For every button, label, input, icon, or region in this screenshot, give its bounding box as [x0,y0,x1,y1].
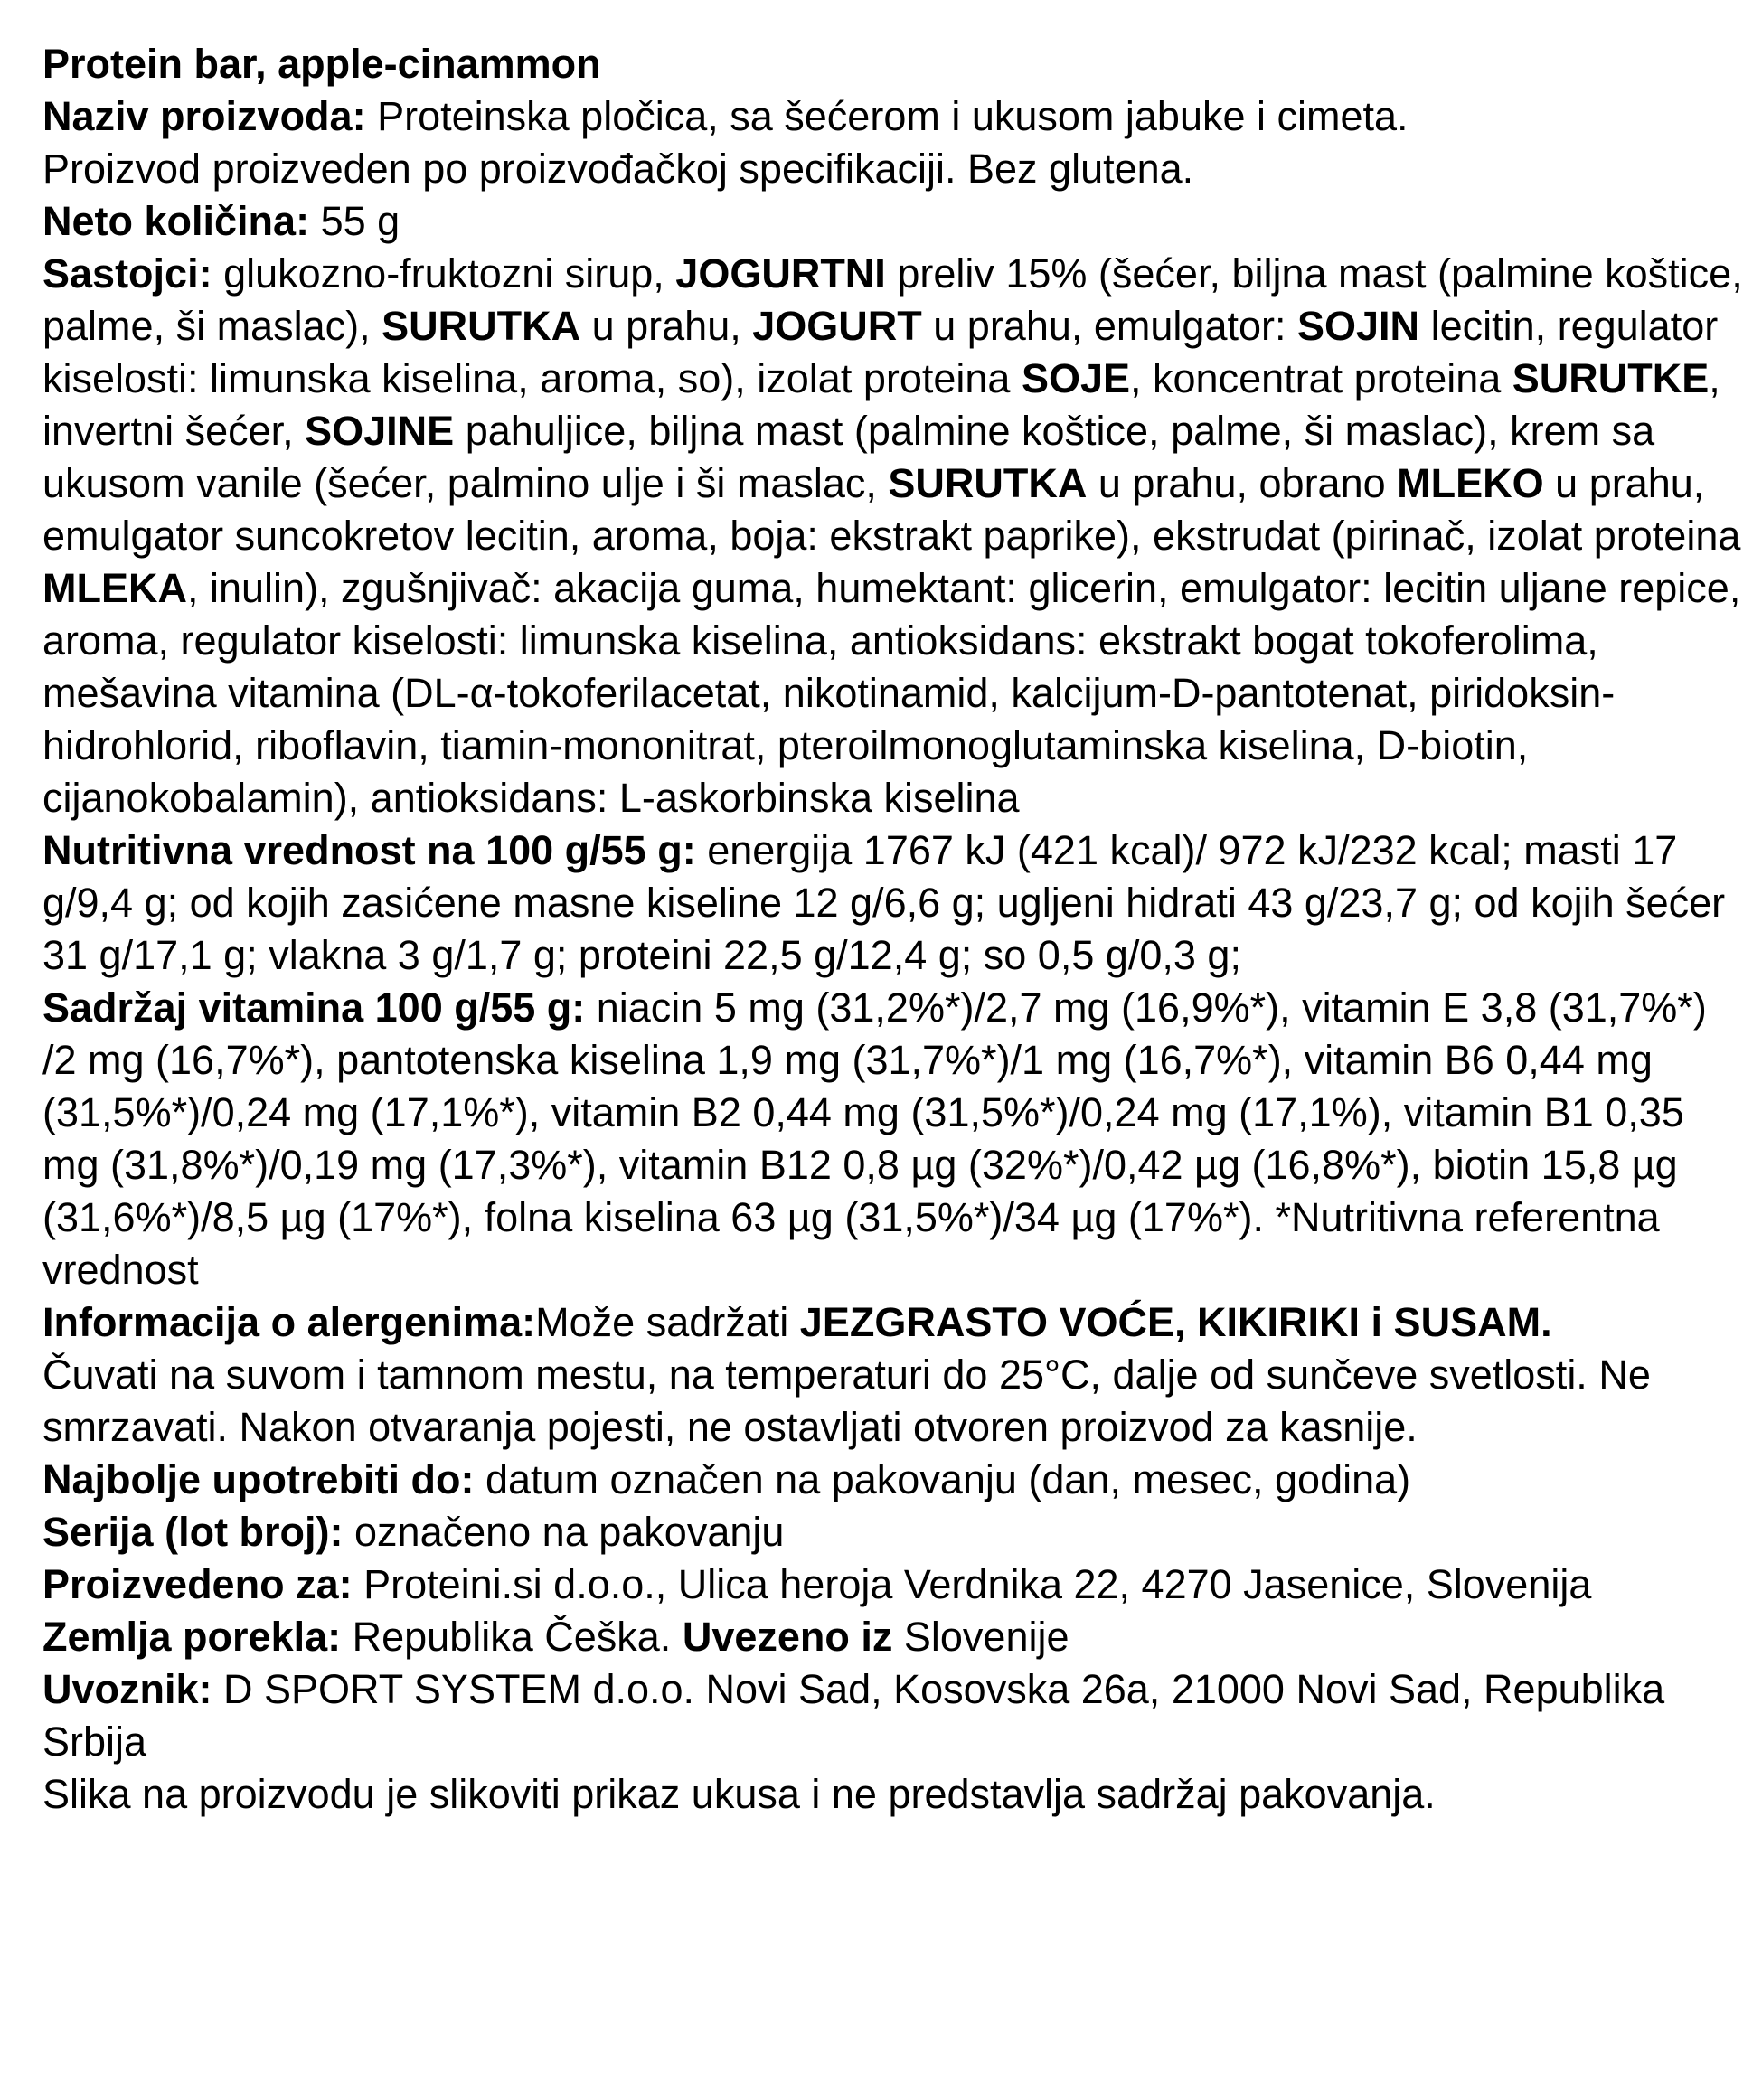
text-run: SOJE [1021,355,1131,401]
text-run: Uvezeno iz [682,1614,893,1660]
paragraph-importer [42,1663,1744,1768]
text-run: SURUTKE [1512,355,1710,401]
paragraph-product-spec [42,143,1744,195]
text-run: SURUTKA [382,303,581,349]
text-run: niacin 5 mg (31,2%*)/2,7 mg (16,9%*), vitamin E 3,8 (31,7%*) /2 mg (16,7%*), pantotenska kiselina 1,9 mg (31,7%*)/1 mg (16,7%*), vitamin B6 0,44 mg (31,5%*)/0,24 mg (17,1%*), vitamin B2 0,44 mg (31,5%*)/0,24 mg (17,1%), vitamin B1 0,35 mg (31,8%*)/0,19 mg (17,3%*), vitamin B12 0,8 µg (32%*)/0,42 µg (16,8%*), biotin 15,8 µg (31,6%*)/8,5 µg (17%*), folna kiselina 63 µg (31,5%*)/34 µg (17%*). *Nutritivna referentna vrednost [42,984,1707,1293]
text-run: Nutritivna vrednost na 100 g/55 g: [42,827,696,873]
paragraph-vitamins [42,982,1744,1296]
paragraph-produced-for [42,1559,1744,1611]
text-run: Sadržaj vitamina 100 g/55 g: [42,984,586,1031]
text-run: Naziv proizvoda: [42,93,366,139]
text-run: SOJINE [305,408,455,454]
text-run: Uvoznik: [42,1666,212,1712]
text-run: u prahu, emulgator suncokretov lecitin, aroma, boja: ekstrakt paprike), ekstrudat (pirinač, izolat proteina [42,460,1741,559]
text-run: Slovenije [892,1614,1069,1660]
text-run: Sastojci: [42,250,212,297]
paragraph-product-title [42,38,1744,90]
text-run: Proteini.si d.o.o., Ulica heroja Verdnika 22, 4270 Jasenice, Slovenija [352,1561,1592,1607]
text-run: u prahu, emulgator: [921,303,1298,349]
paragraph-ingredients [42,248,1744,824]
paragraph-lot-number [42,1506,1744,1559]
text-run: Neto količina: [42,198,310,244]
text-run: označeno na pakovanju [343,1509,785,1555]
text-run: energija 1767 kJ (421 kcal)/ 972 kJ/232 kcal; masti 17 g/9,4 g; od kojih zasićene masne kiseline 12 g/6,6 g; ugljeni hidrati 43 g/23,7 g; od kojih šećer 31 g/17,1 g; vlakna 3 g/1,7 g; proteini 22,5 g/12,4 g; so 0,5 g/0,3 g; [42,827,1726,978]
text-run: Proizvod proizveden po proizvođačkoj specifikaciji. Bez glutena. [42,146,1194,192]
text-run: MLEKA [42,565,187,611]
text-run: , invertni šećer, [42,355,1720,454]
text-run: Republika Češka. [341,1614,683,1660]
text-run: preliv 15% (šećer, biljna mast (palmine koštice, palme, ši maslac), [42,250,1743,349]
text-run: u prahu, obrano [1087,460,1398,506]
paragraph-net-quantity [42,195,1744,248]
text-run: JOGURTNI [675,250,886,297]
text-run: Protein bar, apple-cinammon [42,41,601,87]
text-run: lecitin, regulator kiselosti: limunska kiselina, aroma, so), izolat proteina [42,303,1719,401]
text-run: u prahu, [580,303,753,349]
text-run: Čuvati na suvom i tamnom mestu, na temperaturi do 25°C, dalje od sunčeve svetlosti. Ne smrzavati. Nakon otvaranja pojesti, ne ostavljati otvoren proizvod za kasnije. [42,1351,1651,1450]
text-run: D SPORT SYSTEM d.o.o. Novi Sad, Kosovska 26a, 21000 Novi Sad, Republika Srbija [42,1666,1665,1765]
text-run: SURUTKA [888,460,1088,506]
text-run: , inulin), zgušnjivač: akacija guma, humektant: glicerin, emulgator: lecitin uljane repice, aroma, regulator kiselosti: limunska kiselina, antioksidans: ekstrakt bogat tokoferolima, mešavina vitamina (DL-α-tokoferilacetat, nikotinamid, kalcijum-D-pantotenat, piridoksin-hidrohlorid, riboflavin, tiamin-mononitrat, pteroilmonoglutaminska kiselina, D-biotin, cijanokobalamin), antioksidans: L-askorbinska kiselina [42,565,1741,821]
text-run: pahuljice, biljna mast (palmine koštice, palme, ši maslac), krem sa ukusom vanile (šećer, palmino ulje i ši maslac, [42,408,1655,506]
text-run: JEZGRASTO VOĆE, KIKIRIKI i SUSAM. [799,1299,1552,1345]
text-run: Informacija o alergenima: [42,1299,536,1345]
paragraph-best-before [42,1454,1744,1506]
text-run: Proizvedeno za: [42,1561,353,1607]
text-run: SOJIN [1297,303,1420,349]
text-run: datum označen na pakovanju (dan, mesec, godina) [474,1456,1411,1502]
text-run: Slika na proizvodu je slikoviti prikaz ukusa i ne predstavlja sadržaj pakovanja. [42,1771,1436,1817]
paragraph-image-disclaimer [42,1768,1744,1821]
paragraph-allergens [42,1296,1744,1349]
text-run: 55 g [309,198,400,244]
paragraph-product-name [42,90,1744,143]
text-run: Proteinska pločica, sa šećerom i ukusom jabuke i cimeta. [365,93,1409,139]
paragraph-nutrition [42,824,1744,982]
text-run: MLEKO [1397,460,1544,506]
paragraph-country-of-origin [42,1611,1744,1663]
text-run: glukozno-fruktozni sirup, [212,250,676,297]
text-run: Najbolje upotrebiti do: [42,1456,475,1502]
text-run: Može sadržati [535,1299,800,1345]
text-run: Serija (lot broj): [42,1509,344,1555]
text-run: Zemlja porekla: [42,1614,342,1660]
label-text [42,38,1744,1821]
text-run: , koncentrat proteina [1130,355,1512,401]
paragraph-storage [42,1349,1744,1454]
text-run: JOGURT [752,303,922,349]
